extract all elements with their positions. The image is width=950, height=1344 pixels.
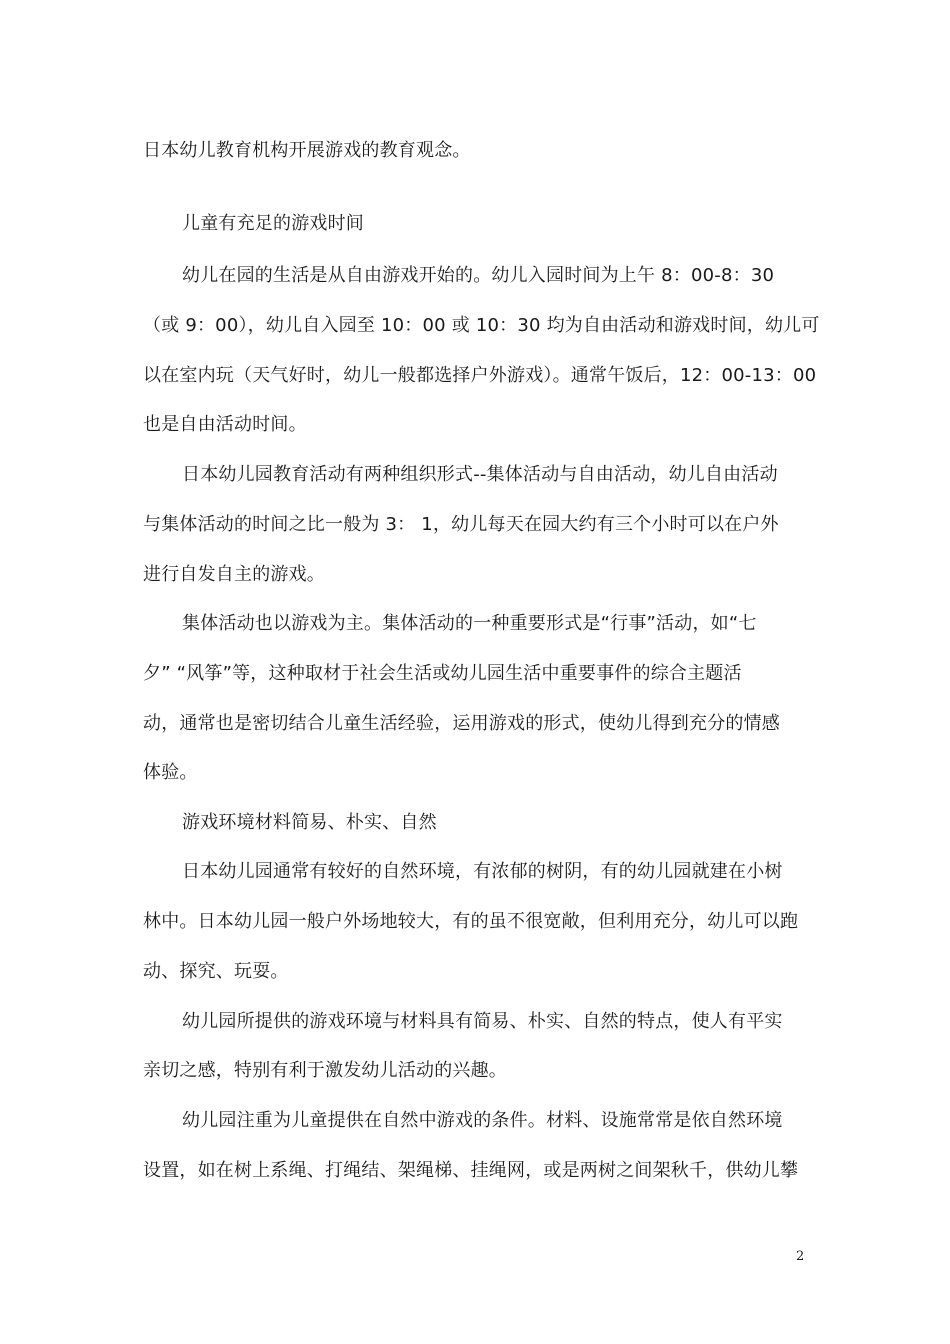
text-line: 动、探究、玩耍。	[143, 961, 289, 982]
text-line: 日本幼儿教育机构开展游戏的教育观念。	[143, 140, 471, 161]
text-line: 日本幼儿园教育活动有两种组织形式--集体活动与自由活动，幼儿自由活动	[182, 464, 778, 485]
section-heading: 游戏环境材料简易、朴实、自然	[182, 812, 437, 833]
text-line: 幼儿园所提供的游戏环境与材料具有简易、朴实、自然的特点，使人有平实	[182, 1011, 783, 1032]
text-line: 亲切之感，特别有利于激发幼儿活动的兴趣。	[143, 1060, 507, 1081]
text-line: 林中。日本幼儿园一般户外场地较大，有的虽不很宽敞，但利用充分，幼儿可以跑	[143, 911, 799, 932]
text-line: 体验。	[143, 762, 198, 783]
section-heading: 儿童有充足的游戏时间	[182, 213, 364, 234]
text-line: 也是自由活动时间。	[143, 414, 307, 435]
text-line: 日本幼儿园通常有较好的自然环境，有浓郁的树阴，有的幼儿园就建在小树	[182, 861, 783, 882]
text-line: 与集体活动的时间之比一般为 3： 1，幼儿每天在园大约有三个小时可以在户外	[143, 514, 779, 535]
text-line: 集体活动也以游戏为主。集体活动的一种重要形式是“行事”活动，如“七	[182, 613, 757, 634]
text-line: （或 9：00），幼儿自入园至 10：00 或 10：30 均为自由活动和游戏时间，幼儿可	[143, 315, 820, 336]
text-line: 以在室内玩（天气好时，幼儿一般都选择户外游戏）。通常午饭后，12：00-13：00	[143, 365, 817, 386]
text-line: 幼儿在园的生活是从自由游戏开始的。幼儿入园时间为上午 8：00-8：30	[182, 265, 775, 286]
page-number: 2	[796, 1249, 805, 1264]
text-line: 设置，如在树上系绳、打绳结、架绳梯、挂绳网，或是两树之间架秋千，供幼儿攀	[143, 1160, 799, 1181]
text-line: 夕” “风筝”等，这种取材于社会生活或幼儿园生活中重要事件的综合主题活	[143, 663, 742, 684]
text-line: 进行自发自主的游戏。	[143, 564, 325, 585]
text-line: 幼儿园注重为儿童提供在自然中游戏的条件。材料、设施常常是依自然环境	[182, 1110, 783, 1131]
text-line: 动，通常也是密切结合儿童生活经验，运用游戏的形式，使幼儿得到充分的情感	[143, 713, 780, 734]
